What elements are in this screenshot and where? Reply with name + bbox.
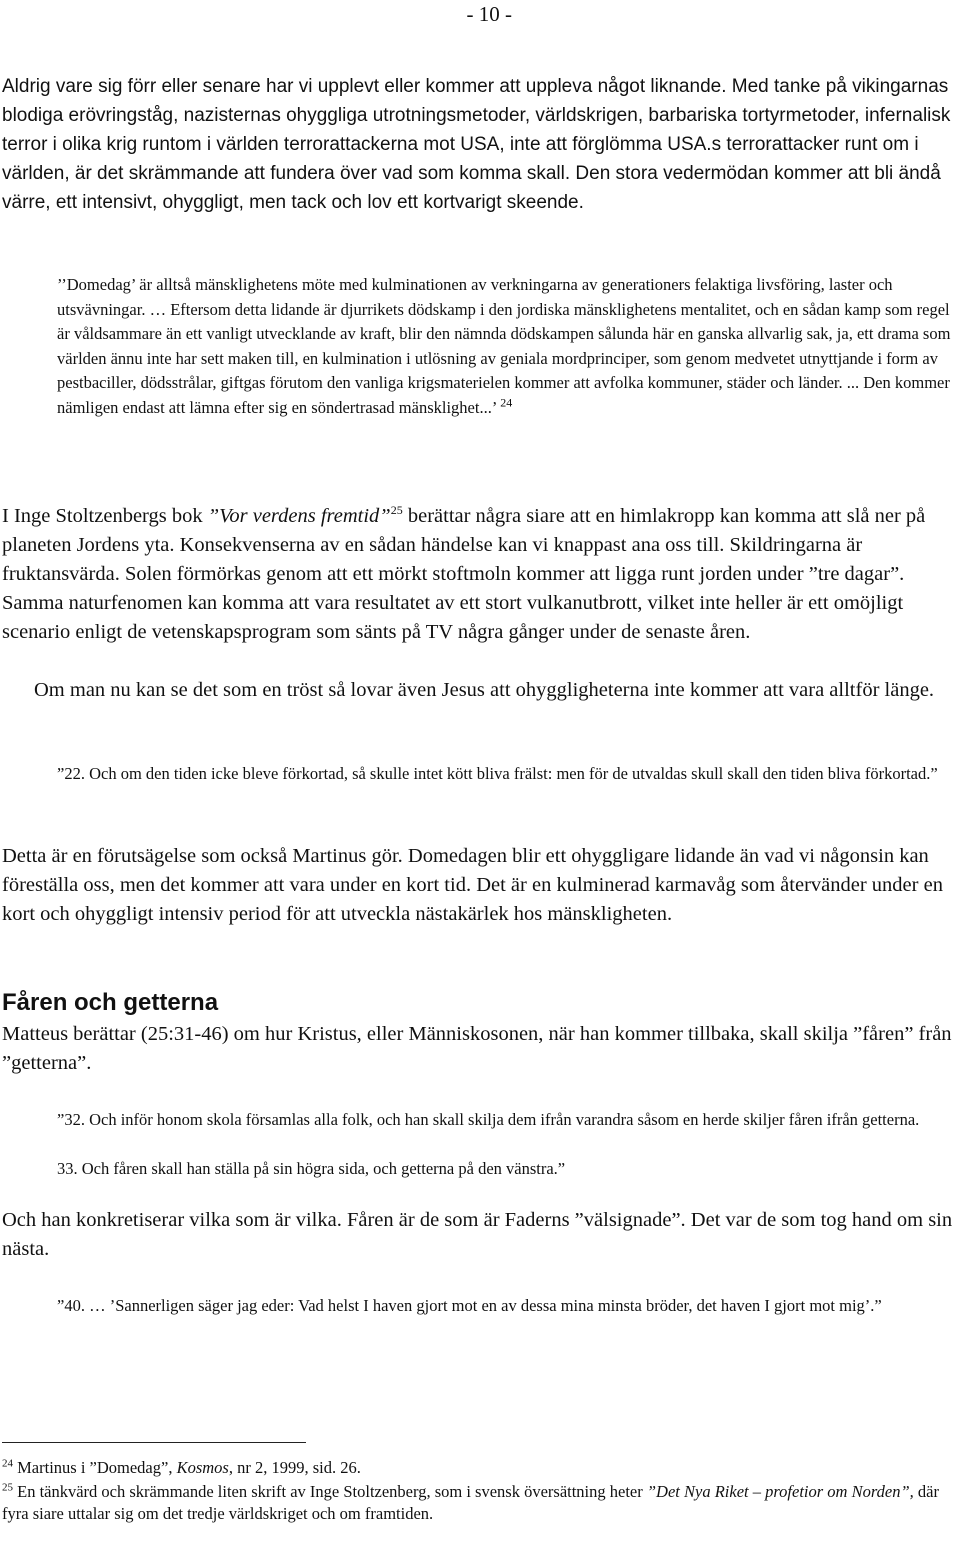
paragraph-matteus: Matteus berättar (25:31-46) om hur Kristus, eller Människosonen, när han kommer tillbaka, skall skilja ”fåren” från ”getterna”. — [2, 1023, 952, 1074]
paragraph-jesus: Om man nu kan se det som en tröst så lovar även Jesus att ohyggligheterna inte kommer att vara alltför länge. — [34, 679, 935, 701]
quote-martinus — [57, 273, 957, 420]
footnote-ref-24: 24 — [500, 395, 513, 409]
quote-verse-22: ”22. Och om den tiden icke bleve förkortad, så skulle intet kött bliva frälst: men för de utvaldas skull skall den tiden bliva förkortad.” — [57, 764, 938, 783]
paragraph-faderns: Och han konkretiserar vilka som är vilka. Fåren är de som är Faderns ”välsignade”. Det var de som tog hand om sin nästa. — [2, 1209, 953, 1260]
quote-martinus-text: ’’Domedag’ är alltså mänsklighetens möte med kulminationen av verkningarna av generationers felaktiga livsföring, laster och utsvävningar. … Eftersom detta lidande är djurrikets dödskamp i den jordiska mänsklighetens mentalitet, och en sådan kamp som regel är våldsammare än ett vanligt utvecklande av kraft, blir den nämnda dödskampen sålunda här en ganska allvarlig sak, ja, ett drama som världen ännu inte har sett maken till, en kulmination i utlösning av geniala mordprinciper, som genom medvetet utnyttjande i form av pestbaciller, dödsstrålar, giftgas förutom den vanliga krigsmaterielen kommer att avfolka kommuner, städer och länder. ... Den kommer nämligen endast att lämna efter sig en söndertrasad mänsklighet...’ — [57, 275, 951, 417]
footnote-separator — [2, 1442, 306, 1443]
quote-verse-33: 33. Och fåren skall han ställa på sin högra sida, och getterna på den vänstra.” — [57, 1159, 566, 1178]
paragraph-stoltzenberg: I Inge Stoltzenbergs bok ”Vor verdens fremtid”$^{25}$ berättar några siare att en himlakropp kan komma att slå ner på planeten Jordens yta. Konsekvenserna av en sådan händelse kan vi knappast ana oss till. Skildringarna är fruktansvärda. Solen förmörkas genom att ett mörkt stoftmoln kommer att ligga runt jorden under ”tre dagar”. Samma naturfenomen kan komma att vara resultatet av ett stort vulkanutbrott, vilket inte heller är ett omöjligt scenario enligt de vetenskapsprogram som sänts på TV några gånger under de senaste åren. — [2, 503, 926, 643]
paragraph-martinus: Detta är en förutsägelse som också Martinus gör. Domedagen blir ett ohyggligare lidande än vad vi någonsin kan föreställa oss, men det kommer att vara under en kort tid. Det är en kulminerad karmavåg som återvänder under en kort och ohyggligt intensiv period för att utveckla nästakärlek hos mänskligheten. — [2, 845, 943, 925]
quote-verse-32: ”32. Och inför honom skola församlas alla folk, och han skall skilja dem ifrån varandra såsom en herde skiljer fåren ifrån getterna. — [57, 1110, 920, 1129]
book-title: ”Vor verdens fremtid” — [207, 505, 391, 527]
page-number: - 10 - — [466, 2, 512, 26]
section-heading: Fåren och getterna — [2, 989, 219, 1016]
footnote-25: $^{25}$ En tänkvärd och skrämmande liten skrift av Inge Stoltzenberg, som i svensk översättning heter ”Det Nya Riket – profetior om Norden”, där fyra siare uttalar sig om det tredje världskriget och om framtiden. — [2, 1481, 939, 1523]
quote-verse-40: ”40. … ’Sannerligen säger jag eder: Vad helst I haven gjort mot en av dessa mina minsta bröder, det haven I gjort mot mig’.” — [57, 1296, 882, 1315]
footnote-ref-25: 25 — [390, 503, 403, 518]
paragraph-intro: Aldrig vare sig förr eller senare har vi upplevt eller kommer att uppleva något liknande. Med tanke på vikingarnas blodiga erövringståg, nazisternas ohyggliga utrotningsmetoder, världskrigen, barbariska tortyrmetoder, infernalisk terror i olika krig runtom i världen terrorattackerna mot USA, inte att förglömma USA.s terrorattacker runt om i världen, är det skrämmande att fundera över vad som komma skall. Den stora vedermödan kommer att bli ändå värre, ett intensivt, ohyggligt, men tack och lov ett kortvarigt skeende. — [2, 76, 951, 213]
footnote-24: $^{24}$ Martinus i ”Domedag”, Kosmos, nr 2, 1999, sid. 26. — [2, 1457, 361, 1477]
